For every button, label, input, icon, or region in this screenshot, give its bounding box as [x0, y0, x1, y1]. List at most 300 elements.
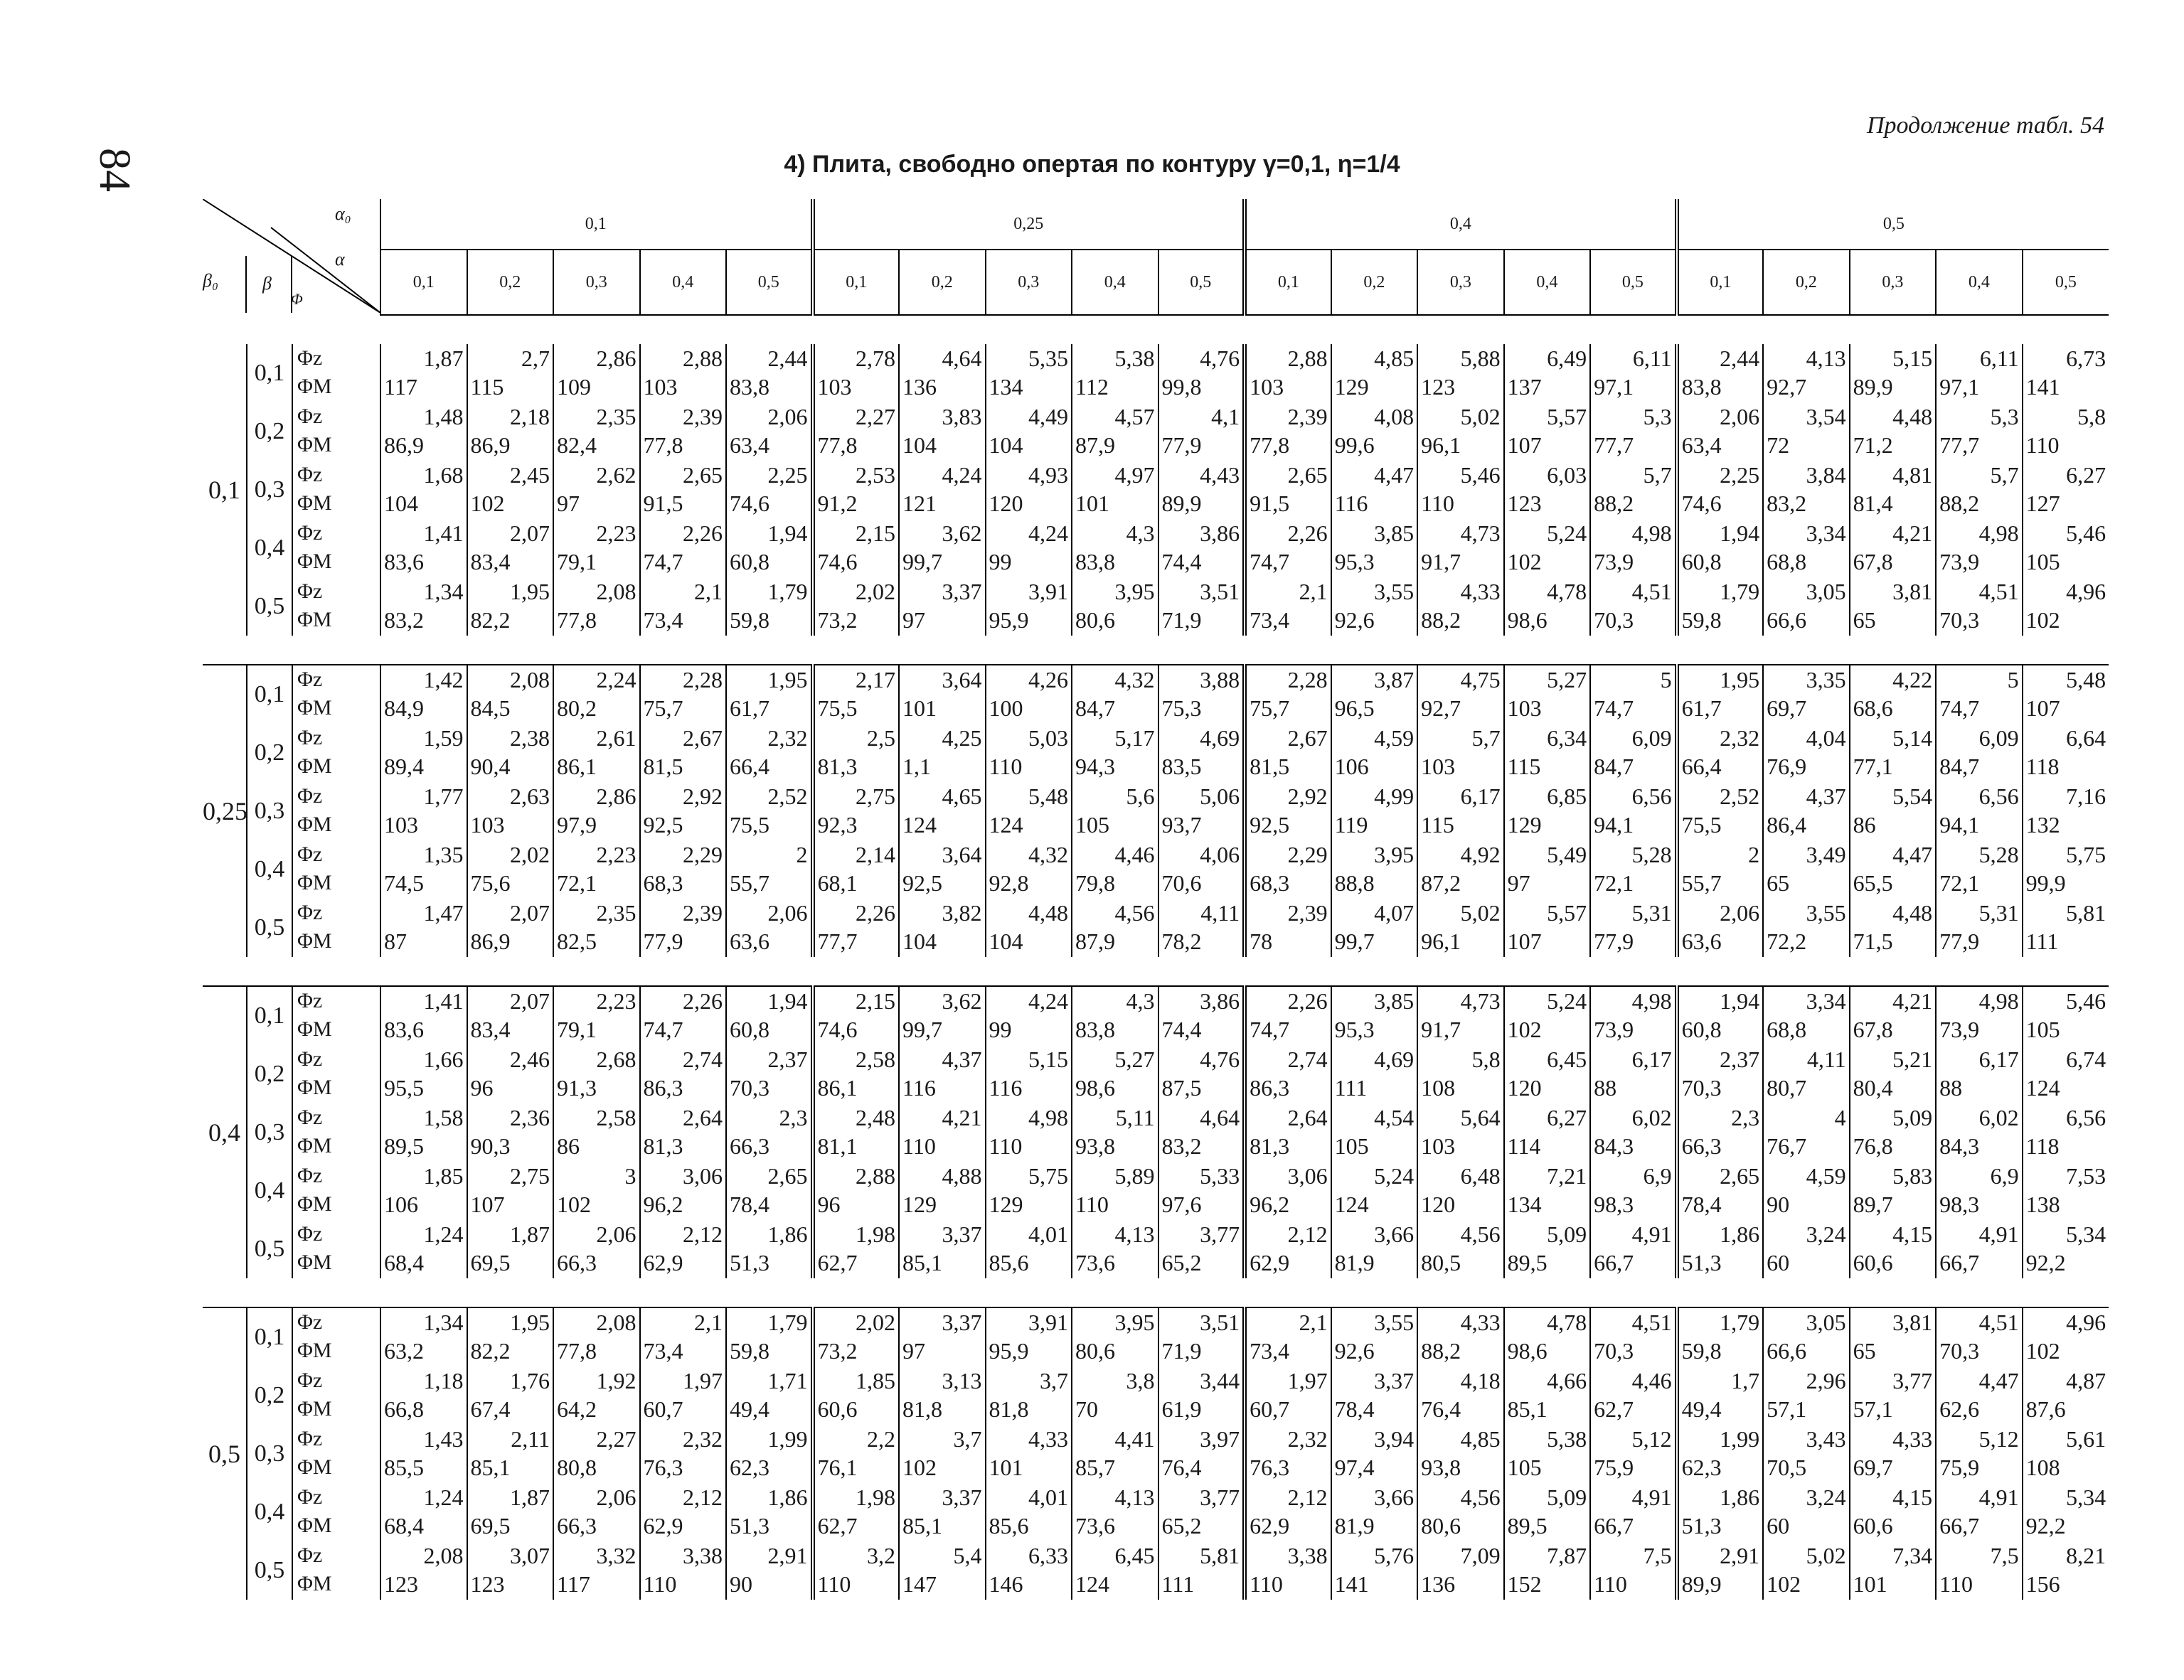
phi-m-value: 57,1: [1853, 1396, 1893, 1422]
phi-m-value: 110: [2025, 432, 2060, 458]
phi-m-value: 95,3: [1334, 549, 1375, 574]
header-alpha-2-0: 0,1: [1245, 250, 1331, 315]
phi-z-value: 4,15: [1892, 1221, 1933, 1247]
phi-m-value: 62,9: [1250, 1250, 1290, 1275]
phi-m-value: 79,1: [557, 549, 597, 574]
phi-z-value: 3: [624, 1163, 636, 1189]
phi-m-value: 124: [1075, 1571, 1110, 1597]
phi-m-value: 116: [902, 1075, 936, 1101]
value-cell: [726, 1220, 813, 1278]
value-cell: [380, 899, 467, 957]
phi-z-value: 6,45: [1114, 1543, 1155, 1568]
table-row: [203, 519, 2109, 577]
value-cell: [1850, 1103, 1937, 1162]
phi-z-value: 4,13: [1806, 346, 1846, 371]
phi-m-value: 73,9: [1939, 1017, 1980, 1042]
phi-z-value: 2,12: [1287, 1484, 1328, 1510]
phi-m-value: 90,3: [470, 1133, 511, 1159]
phi-z-value: 4,56: [1460, 1221, 1501, 1247]
phi-m-label: ΦM: [297, 871, 332, 894]
phi-m-value: 124: [2025, 1075, 2060, 1101]
phi-m-value: 74,7: [643, 1017, 683, 1042]
phi-z-value: 2,15: [856, 988, 896, 1014]
phi-m-value: 106: [1334, 754, 1369, 779]
phi-z-value: 3,51: [1200, 1310, 1240, 1335]
phi-z-value: 3,95: [1114, 579, 1155, 604]
phi-z-value: 2,67: [1287, 725, 1328, 751]
phi-m-value: 129: [989, 1192, 1023, 1217]
phi-m-value: 66,7: [1939, 1250, 1980, 1275]
value-cell: [1936, 986, 2023, 1045]
phi-m-value: 104: [902, 929, 937, 954]
phi-z-value: 2,1: [1299, 1310, 1328, 1335]
phi-z-value: 1,95: [510, 1310, 550, 1335]
phi-m-value: 65: [1853, 1338, 1876, 1364]
value-cell: [1677, 344, 1764, 402]
phi-m-value: 74,7: [1939, 695, 1980, 721]
value-cell: [380, 344, 467, 402]
value-cell: [1850, 1483, 1937, 1541]
phi-m-value: 84,3: [1939, 1133, 1980, 1159]
phi-m-value: 83,2: [1767, 491, 1807, 516]
beta-value: 0,3: [247, 461, 292, 519]
phi-z-value: 4,48: [1892, 404, 1933, 429]
value-cell: [1331, 1541, 1418, 1600]
phi-m-value: 99,7: [1334, 929, 1375, 954]
phi-z-value: 4,91: [1631, 1221, 1672, 1247]
phi-z-value: 2,07: [510, 988, 550, 1014]
phi-m-value: 66,3: [557, 1513, 597, 1539]
header-alpha-1-1: 0,2: [899, 250, 986, 315]
phi-m-value: 110: [1421, 491, 1454, 516]
phi-z-value: 3,82: [942, 900, 982, 926]
phi-z-value: 3,37: [1374, 1368, 1415, 1393]
value-cell: [1158, 1045, 1245, 1103]
phi-z-value: 3,06: [1287, 1163, 1328, 1189]
phi-m-value: 74,7: [1250, 1017, 1290, 1042]
value-cell: [2023, 1541, 2109, 1600]
phi-m-value: 60: [1767, 1250, 1790, 1275]
corner-divider: [245, 256, 247, 313]
phi-z-value: 3,91: [1028, 579, 1069, 604]
phi-m-value: 105: [1507, 1455, 1542, 1480]
value-cell: [1590, 782, 1677, 840]
phi-m-value: 100: [989, 695, 1023, 721]
beta-value: 0,4: [247, 519, 292, 577]
phi-m-value: 66,3: [730, 1133, 770, 1159]
phi-z-value: 4,91: [1978, 1484, 2019, 1510]
phi-m-value: 88,2: [1421, 607, 1461, 633]
phi-m-value: 141: [2025, 374, 2060, 400]
value-cell: [1677, 899, 1764, 957]
value-cell: [1158, 1541, 1245, 1600]
phi-z-value: 5,15: [1892, 346, 1933, 371]
phi-z-value: 3,64: [942, 667, 982, 692]
value-cell: [1245, 402, 1331, 461]
phi-z-value: 2,39: [1287, 900, 1328, 926]
phi-z-value: 5,28: [1978, 842, 2019, 867]
phi-m-value: 136: [1421, 1571, 1456, 1597]
value-cell: [1331, 402, 1418, 461]
phi-z-value: 8,21: [2066, 1543, 2106, 1568]
beta-value: 0,5: [247, 899, 292, 957]
value-cell: [726, 461, 813, 519]
phi-m-value: 129: [1507, 812, 1542, 838]
phi-z-value: 2,07: [510, 900, 550, 926]
value-cell: [1677, 1162, 1764, 1220]
phi-m-value: 103: [1421, 1133, 1456, 1159]
value-cell: [726, 519, 813, 577]
value-cell: [380, 665, 467, 724]
phi-m-value: 74,7: [1250, 549, 1290, 574]
phi-m-value: 107: [1507, 929, 1542, 954]
phi-m-value: 97: [1507, 870, 1530, 896]
value-cell: [1504, 899, 1591, 957]
value-cell: [553, 724, 640, 782]
phi-z-value: 5,09: [1892, 1105, 1933, 1130]
value-cell: [1763, 1307, 1850, 1366]
phi-m-value: 110: [1939, 1571, 1973, 1597]
phi-m-value: 103: [1250, 374, 1284, 400]
beta0-value: 0,5: [203, 1307, 247, 1600]
value-cell: [986, 1307, 1072, 1366]
value-cell: [726, 1483, 813, 1541]
phi-z-label: Φz: [297, 842, 323, 866]
phi-labels: [292, 899, 380, 957]
value-cell: [1331, 1162, 1418, 1220]
phi-z-value: 4,26: [1028, 667, 1069, 692]
value-cell: [1072, 344, 1158, 402]
phi-m-value: 49,4: [1681, 1396, 1722, 1422]
phi-z-label: Φz: [297, 1369, 323, 1392]
value-cell: [986, 665, 1072, 724]
phi-z-value: 7,53: [2066, 1163, 2106, 1189]
value-cell: [1331, 344, 1418, 402]
phi-m-value: 84,7: [1075, 695, 1116, 721]
phi-m-value: 86,4: [1767, 812, 1807, 838]
phi-z-value: 3,62: [942, 520, 982, 546]
phi-z-value: 6,64: [2066, 725, 2106, 751]
phi-z-value: 2,1: [694, 579, 723, 604]
phi-z-label: Φz: [297, 989, 323, 1012]
value-cell: [899, 1220, 986, 1278]
phi-m-value: 138: [2025, 1192, 2060, 1217]
phi-z-value: 3,55: [1806, 900, 1846, 926]
phi-m-value: 51,3: [1681, 1250, 1722, 1275]
phi-z-value: 3,88: [1200, 667, 1240, 692]
phi-labels: [292, 1483, 380, 1541]
phi-z-value: 3,06: [683, 1163, 723, 1189]
phi-m-value: 83,8: [1075, 549, 1116, 574]
phi-m-value: 82,2: [470, 607, 511, 633]
phi-m-label: ΦM: [297, 813, 332, 836]
phi-m-value: 63,6: [730, 929, 770, 954]
phi-m-value: 78,4: [730, 1192, 770, 1217]
phi-m-value: 78,4: [1334, 1396, 1375, 1422]
phi-m-value: 102: [1507, 1017, 1542, 1042]
phi-m-value: 123: [470, 1571, 505, 1597]
value-cell: [553, 1483, 640, 1541]
phi-m-value: 74,4: [1161, 1017, 1202, 1042]
value-cell: [1677, 1366, 1764, 1425]
phi-m-value: 80,6: [1075, 607, 1116, 633]
value-cell: [640, 899, 727, 957]
phi-labels: [292, 724, 380, 782]
phi-m-value: 92,2: [2025, 1513, 2066, 1539]
phi-m-value: 60,8: [730, 1017, 770, 1042]
phi-z-value: 6,56: [2066, 1105, 2106, 1130]
phi-z-value: 2,74: [683, 1047, 723, 1072]
value-cell: [1850, 1045, 1937, 1103]
value-cell: [640, 986, 727, 1045]
phi-z-value: 2,58: [596, 1105, 636, 1130]
phi-m-value: 96,5: [1334, 695, 1375, 721]
value-cell: [640, 402, 727, 461]
value-cell: [1850, 1541, 1937, 1600]
phi-m-value: 78: [1250, 929, 1273, 954]
header-alpha0-2: 0,4: [1245, 199, 1677, 250]
phi-m-value: 62,6: [1939, 1396, 1980, 1422]
phi-m-value: 81,1: [817, 1133, 858, 1159]
value-cell: [467, 402, 554, 461]
phi-z-value: 7,87: [1547, 1543, 1587, 1568]
phi-z-value: 3,86: [1200, 520, 1240, 546]
phi-m-value: 55,7: [1681, 870, 1722, 896]
phi-z-value: 5,75: [2066, 842, 2106, 867]
value-cell: [1245, 1220, 1331, 1278]
phi-m-value: 97: [557, 491, 580, 516]
phi-m-value: 83,2: [1161, 1133, 1202, 1159]
value-cell: [1417, 1425, 1504, 1483]
phi-z-value: 4,01: [1028, 1221, 1069, 1247]
phi-z-value: 7,09: [1460, 1543, 1501, 1568]
beta0-label: β₀: [203, 270, 218, 291]
phi-m-value: 105: [2025, 549, 2060, 574]
value-cell: [553, 519, 640, 577]
phi-m-value: 110: [902, 1133, 936, 1159]
phi-z-value: 4,54: [1374, 1105, 1415, 1130]
beta-value: 0,3: [247, 1425, 292, 1483]
value-cell: [1677, 577, 1764, 636]
phi-labels: [292, 344, 380, 402]
phi-m-value: 74,7: [643, 549, 683, 574]
value-cell: [1850, 577, 1937, 636]
phi-z-value: 5,12: [1631, 1426, 1672, 1452]
phi-m-value: 86,1: [557, 754, 597, 779]
phi-m-value: 107: [470, 1192, 505, 1217]
phi-z-value: 4,41: [1114, 1426, 1155, 1452]
phi-m-value: 116: [1334, 491, 1368, 516]
phi-z-value: 3,05: [1806, 579, 1846, 604]
value-cell: [640, 1220, 727, 1278]
phi-z-value: 1,79: [1720, 579, 1760, 604]
phi-z-value: 2,2: [867, 1426, 896, 1452]
value-cell: [1072, 1307, 1158, 1366]
value-cell: [1245, 724, 1331, 782]
phi-z-value: 2,15: [856, 520, 896, 546]
value-cell: [640, 519, 727, 577]
phi-z-value: 2,26: [856, 900, 896, 926]
phi-z-value: 6,85: [1547, 783, 1587, 809]
beta0-value: 0,4: [203, 986, 247, 1278]
phi-m-value: 101: [1853, 1571, 1887, 1597]
table-row: [203, 665, 2109, 724]
phi-z-value: 3,32: [596, 1543, 636, 1568]
value-cell: [1677, 1483, 1764, 1541]
value-cell: [1763, 402, 1850, 461]
phi-m-value: 86,1: [817, 1075, 858, 1101]
value-cell: [1763, 344, 1850, 402]
value-cell: [986, 899, 1072, 957]
phi-z-value: 3,55: [1374, 1310, 1415, 1335]
value-cell: [380, 519, 467, 577]
phi-m-value: 112: [1075, 374, 1109, 400]
value-cell: [1763, 1220, 1850, 1278]
phi-z-value: 6,74: [2066, 1047, 2106, 1072]
value-cell: [1936, 461, 2023, 519]
phi-m-value: 85,1: [470, 1455, 511, 1480]
phi-m-value: 134: [1507, 1192, 1542, 1217]
phi-z-value: 4,98: [1978, 520, 2019, 546]
phi-m-value: 85,6: [989, 1250, 1029, 1275]
value-cell: [2023, 1045, 2109, 1103]
phi-m-value: 62,3: [730, 1455, 770, 1480]
value-cell: [2023, 665, 2109, 724]
value-cell: [553, 577, 640, 636]
phi-m-value: 80,7: [1767, 1075, 1807, 1101]
phi-m-label: ΦM: [297, 1251, 332, 1274]
phi-z-value: 2: [1748, 842, 1760, 867]
value-cell: [1072, 665, 1158, 724]
phi-z-value: 4,91: [1978, 1221, 2019, 1247]
phi-z-value: 5,7: [1990, 462, 2019, 488]
phi-labels: [292, 986, 380, 1045]
phi-m-value: 96,2: [643, 1192, 683, 1217]
header-corner: [203, 199, 380, 315]
value-cell: [1590, 577, 1677, 636]
value-cell: [1936, 724, 2023, 782]
phi-z-value: 4,56: [1114, 900, 1155, 926]
phi-z-value: 1,85: [423, 1163, 464, 1189]
value-cell: [1936, 1541, 2023, 1600]
phi-m-value: 66,6: [1767, 607, 1807, 633]
phi-z-value: 6,02: [1631, 1105, 1672, 1130]
phi-z-value: 1,95: [1720, 667, 1760, 692]
phi-z-value: 2,29: [1287, 842, 1328, 867]
table-row: [203, 1425, 2109, 1483]
phi-z-value: 2,65: [1287, 462, 1328, 488]
phi-z-value: 2,07: [510, 520, 550, 546]
phi-m-value: 80,4: [1853, 1075, 1893, 1101]
phi-m-value: 88,2: [1594, 491, 1634, 516]
phi-z-value: 6,73: [2066, 346, 2106, 371]
phi-z-value: 1,92: [596, 1368, 636, 1393]
phi-z-value: 6,02: [1978, 1105, 2019, 1130]
value-cell: [1850, 665, 1937, 724]
phi-m-value: 66,4: [1681, 754, 1722, 779]
value-cell: [1850, 986, 1937, 1045]
phi-m-value: 70,3: [730, 1075, 770, 1101]
value-cell: [1417, 1307, 1504, 1366]
value-cell: [899, 782, 986, 840]
value-cell: [899, 1162, 986, 1220]
phi-m-value: 91,3: [557, 1075, 597, 1101]
phi-z-value: 4,48: [1892, 900, 1933, 926]
phi-z-value: 2,46: [510, 1047, 550, 1072]
value-cell: [986, 1366, 1072, 1425]
phi-m-label: ΦM: [297, 375, 332, 398]
phi-m-value: 92,6: [1334, 1338, 1375, 1364]
phi-z-value: 2,52: [767, 783, 808, 809]
phi-m-value: 102: [1767, 1571, 1801, 1597]
value-cell: [1245, 1162, 1331, 1220]
value-cell: [1072, 1162, 1158, 1220]
header-alpha-1-4: 0,5: [1158, 250, 1245, 315]
phi-m-value: 120: [1507, 1075, 1542, 1101]
phi-m-value: 104: [989, 929, 1023, 954]
phi-m-value: 115: [1507, 754, 1541, 779]
table-row: [203, 782, 2109, 840]
phi-m-value: 60,8: [1681, 549, 1722, 574]
value-cell: [726, 724, 813, 782]
phi-z-value: 2,35: [596, 900, 636, 926]
value-cell: [813, 1162, 900, 1220]
value-cell: [1763, 1483, 1850, 1541]
phi-z-value: 4,69: [1374, 1047, 1415, 1072]
phi-z-value: 5,75: [1028, 1163, 1069, 1189]
value-cell: [553, 1162, 640, 1220]
value-cell: [813, 1103, 900, 1162]
value-cell: [1677, 402, 1764, 461]
phi-m-value: 108: [1421, 1075, 1456, 1101]
value-cell: [1763, 1045, 1850, 1103]
value-cell: [467, 782, 554, 840]
value-cell: [1504, 1307, 1591, 1366]
phi-z-value: 3,94: [1374, 1426, 1415, 1452]
value-cell: [1763, 1162, 1850, 1220]
phi-m-value: 98,6: [1075, 1075, 1116, 1101]
value-cell: [467, 1483, 554, 1541]
phi-z-value: 1,68: [423, 462, 464, 488]
value-cell: [2023, 402, 2109, 461]
value-cell: [899, 986, 986, 1045]
phi-z-value: 6,17: [1978, 1047, 2019, 1072]
phi-m-value: 71,2: [1853, 432, 1893, 458]
phi-z-value: 5,24: [1547, 988, 1587, 1014]
phi-z-value: 5,48: [1028, 783, 1069, 809]
value-cell: [2023, 1220, 2109, 1278]
value-cell: [1590, 1307, 1677, 1366]
value-cell: [1158, 665, 1245, 724]
phi-z-value: 2,37: [767, 1047, 808, 1072]
phi-z-value: 2,06: [596, 1221, 636, 1247]
phi-z-value: 1,98: [856, 1484, 896, 1510]
phi-z-value: 3,66: [1374, 1221, 1415, 1247]
phi-m-value: 77,7: [1939, 432, 1980, 458]
phi-z-value: 2,06: [767, 900, 808, 926]
phi-z-value: 3,62: [942, 988, 982, 1014]
value-cell: [380, 1045, 467, 1103]
phi-z-value: 2,7: [521, 346, 550, 371]
phi-m-value: 88,8: [1334, 870, 1375, 896]
phi-z-value: 6,45: [1547, 1047, 1587, 1072]
value-cell: [2023, 1162, 2109, 1220]
phi-m-value: 97,4: [1334, 1455, 1375, 1480]
phi-m-value: 73,2: [817, 607, 858, 633]
phi-m-value: 70,5: [1767, 1455, 1807, 1480]
phi-m-value: 71,9: [1161, 607, 1202, 633]
phi-m-value: 59,8: [1681, 607, 1722, 633]
